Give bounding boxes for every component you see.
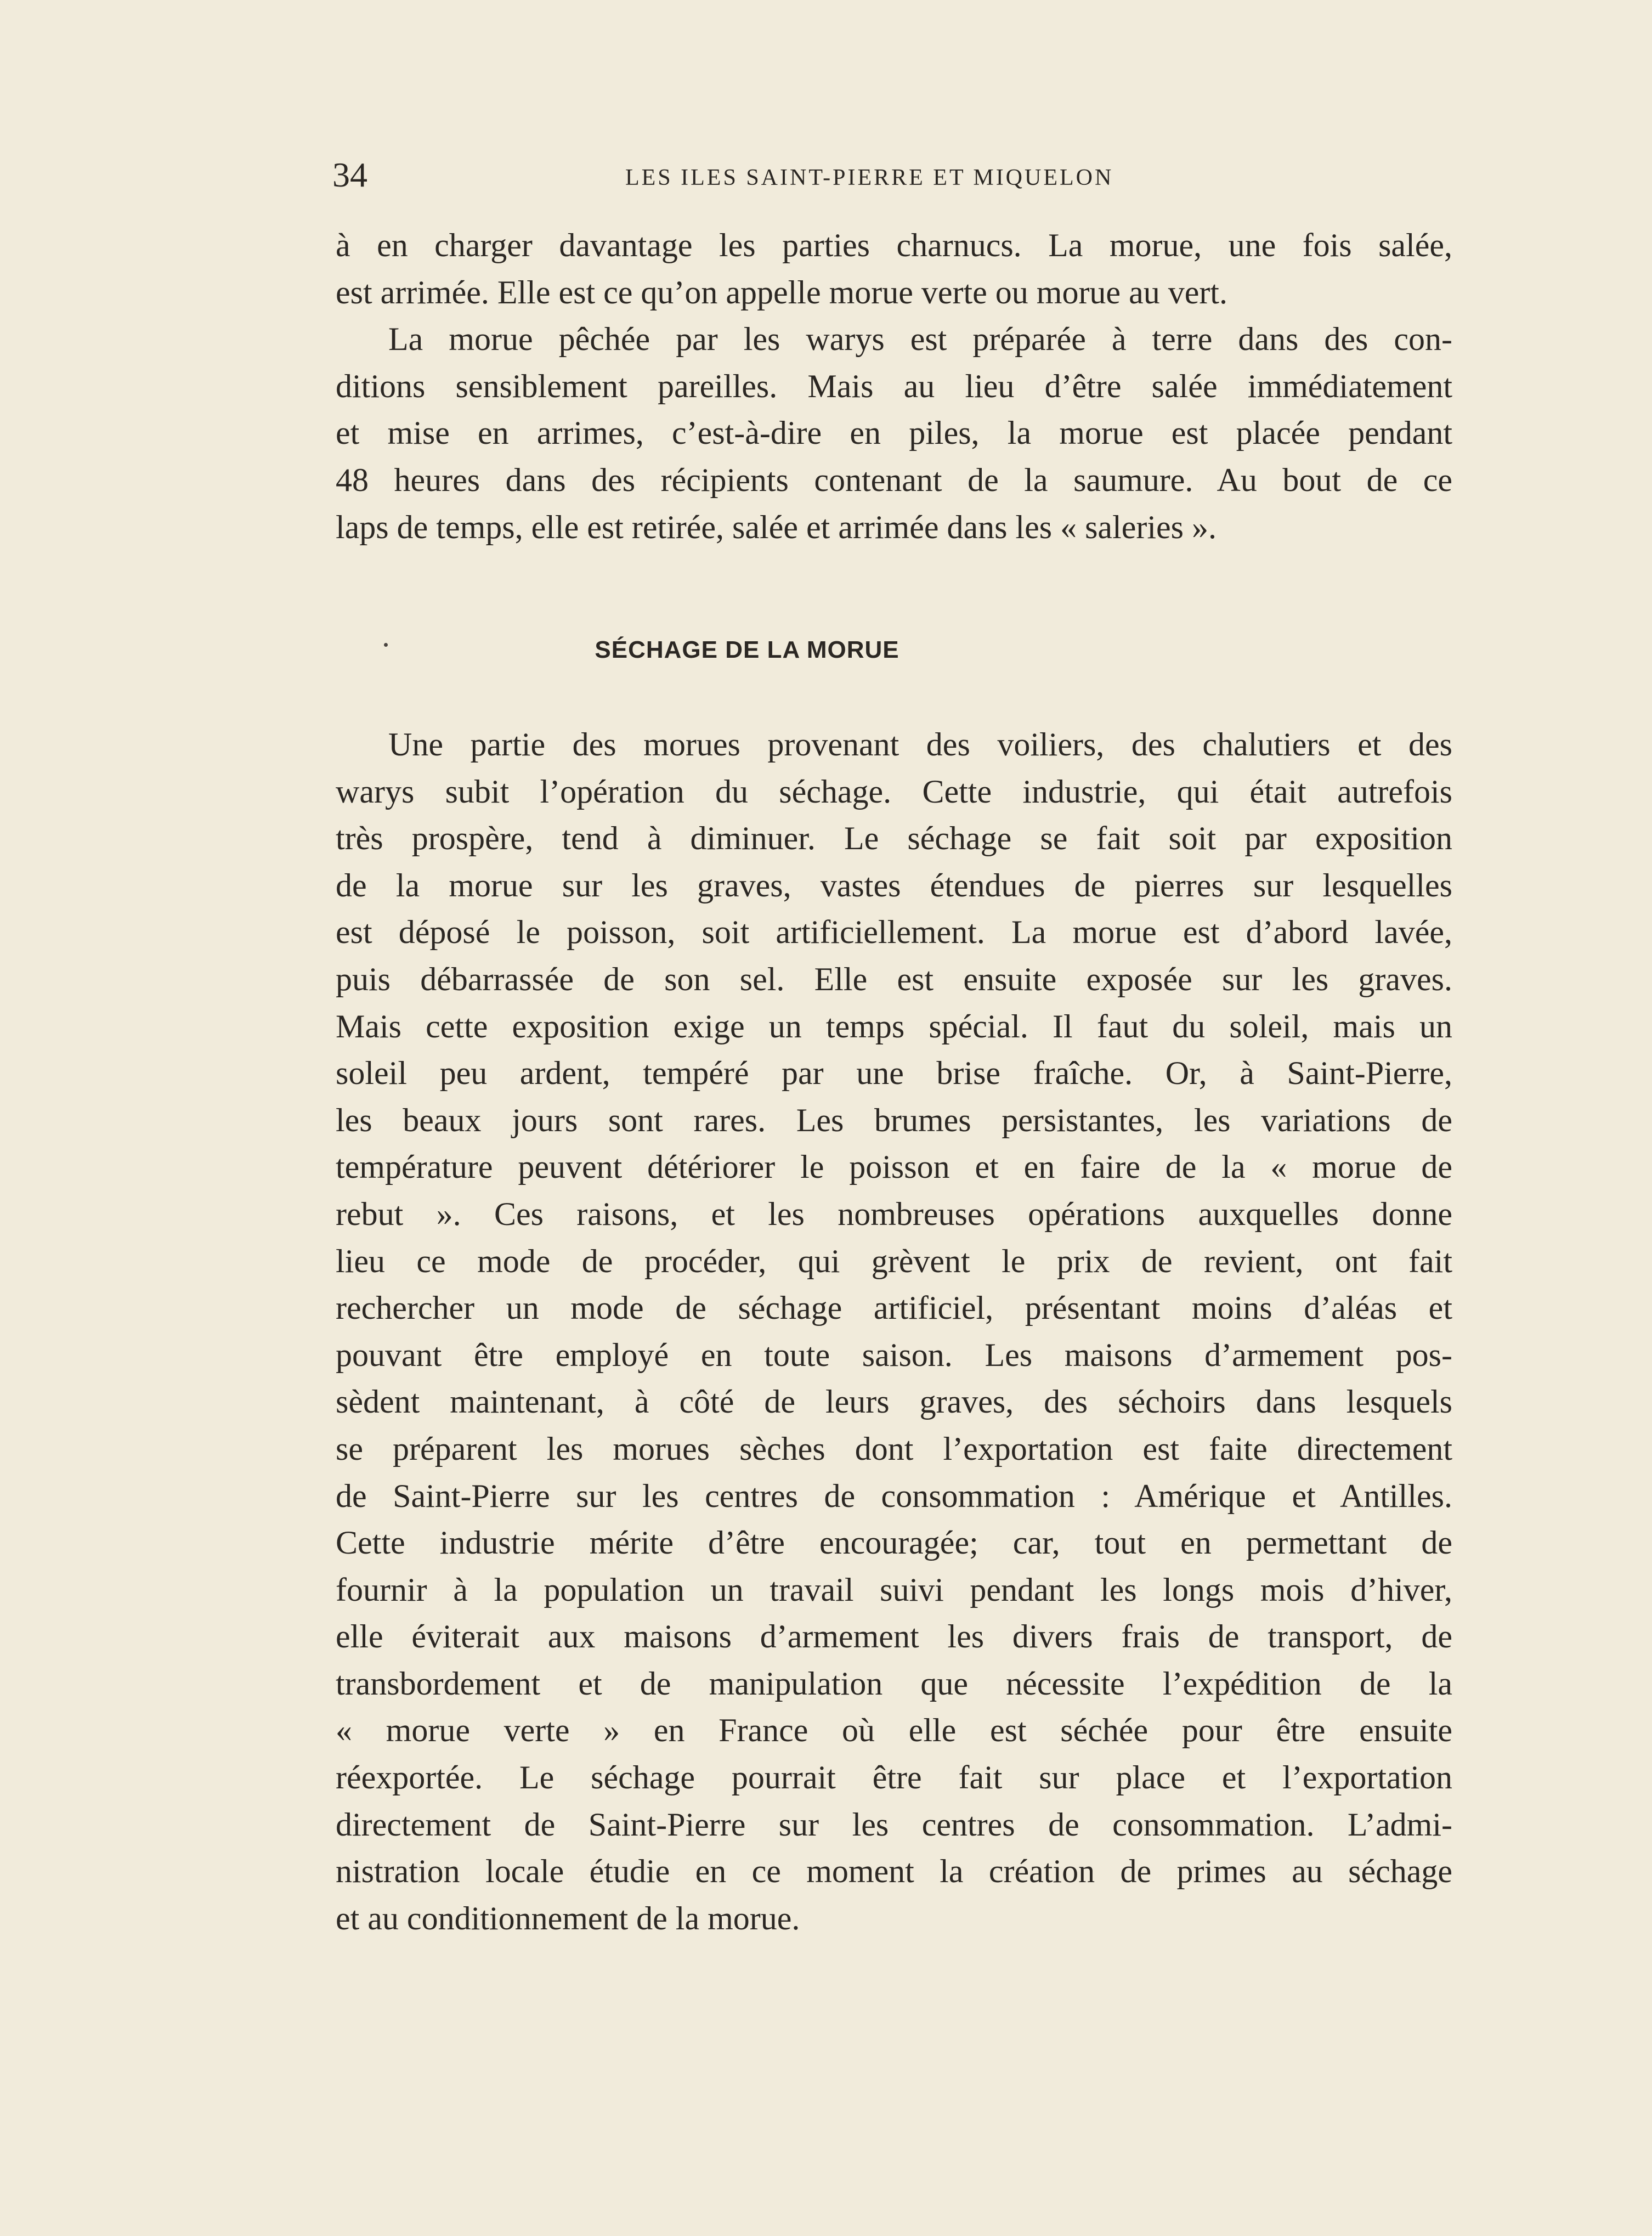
running-title: LES ILES SAINT-PIERRE ET MIQUELON bbox=[625, 165, 1114, 190]
text-line: rechercher un mode de séchage artificiel, présentant moins d’aléas et bbox=[336, 1290, 1452, 1326]
text-line: très prospère, tend à diminuer. Le séchage se fait soit par exposition bbox=[336, 820, 1452, 857]
text-line: fournir à la population un travail suivi pendant les longs mois d’hiver, bbox=[336, 1571, 1452, 1608]
text-line: ditions sensiblement pareilles. Mais au lieu d’être salée immédiatement bbox=[336, 368, 1452, 404]
text-line: La morue pêchée par les warys est préparée à terre dans des con- bbox=[388, 321, 1452, 358]
section-heading: SÉCHAGE DE LA MORUE bbox=[595, 636, 899, 663]
text-line: 48 heures dans des récipients contenant de la saumure. Au bout de ce bbox=[336, 461, 1452, 498]
text-line: directement de Saint-Pierre sur les centres de consommation. L’admi- bbox=[336, 1806, 1452, 1843]
text-line: à en charger davantage les parties charnucs. La morue, une fois salée, bbox=[336, 227, 1452, 263]
text-line: elle éviterait aux maisons d’armement les divers frais de transport, de bbox=[336, 1618, 1452, 1655]
text-line: de Saint-Pierre sur les centres de consommation : Amérique et Antilles. bbox=[336, 1477, 1452, 1514]
page-number: 34 bbox=[332, 155, 367, 194]
text-line: et au conditionnement de la morue. bbox=[336, 1900, 800, 1936]
text-line: transbordement et de manipulation que nécessite l’expédition de la bbox=[336, 1665, 1452, 1702]
text-line: « morue verte » en France où elle est séchée pour être ensuite bbox=[336, 1712, 1452, 1749]
text-line: est déposé le poisson, soit artificiellement. La morue est d’abord lavée, bbox=[336, 914, 1452, 951]
text-line: température peuvent détériorer le poisson et en faire de la « morue de bbox=[336, 1149, 1452, 1185]
text-line: les beaux jours sont rares. Les brumes persistantes, les variations de bbox=[336, 1102, 1452, 1138]
body-text-top bbox=[336, 222, 1452, 551]
text-line: se préparent les morues sèches dont l’exportation est faite directement bbox=[336, 1430, 1452, 1467]
text-line: nistration locale étudie en ce moment la création de primes au séchage bbox=[336, 1853, 1452, 1890]
text-line: soleil peu ardent, tempéré par une brise fraîche. Or, à Saint-Pierre, bbox=[336, 1055, 1452, 1092]
text-line: Cette industrie mérite d’être encouragée; car, tout en permettant de bbox=[336, 1524, 1452, 1561]
text-line: lieu ce mode de procéder, qui grèvent le prix de revient, ont fait bbox=[336, 1243, 1452, 1279]
text-line: puis débarrassée de son sel. Elle est ensuite exposée sur les graves. bbox=[336, 961, 1452, 997]
text-line: warys subit l’opération du séchage. Cette industrie, qui était autrefois bbox=[336, 773, 1452, 810]
text-line: Mais cette exposition exige un temps spécial. Il faut du soleil, mais un bbox=[336, 1008, 1452, 1044]
text-line: est arrimée. Elle est ce qu’on appelle morue verte ou morue au vert. bbox=[336, 274, 1227, 310]
text-line: réexportée. Le séchage pourrait être fait sur place et l’exportation bbox=[336, 1759, 1452, 1796]
text-line: de la morue sur les graves, vastes étendues de pierres sur lesquelles bbox=[336, 867, 1452, 904]
text-line: pouvant être employé en toute saison. Les maisons d’armement pos- bbox=[336, 1336, 1452, 1373]
text-line: Une partie des morues provenant des voiliers, des chalutiers et des bbox=[388, 726, 1452, 763]
text-line: laps de temps, elle est retirée, salée et arrimée dans les « saleries ». bbox=[336, 509, 1217, 545]
body-text-section bbox=[336, 721, 1452, 1942]
text-line: et mise en arrimes, c’est-à-dire en piles, la morue est placée pendant bbox=[336, 415, 1452, 451]
text-line: rebut ». Ces raisons, et les nombreuses opérations auxquelles donne bbox=[336, 1195, 1452, 1232]
text-line: sèdent maintenant, à côté de leurs graves, des séchoirs dans lesquels bbox=[336, 1384, 1452, 1420]
